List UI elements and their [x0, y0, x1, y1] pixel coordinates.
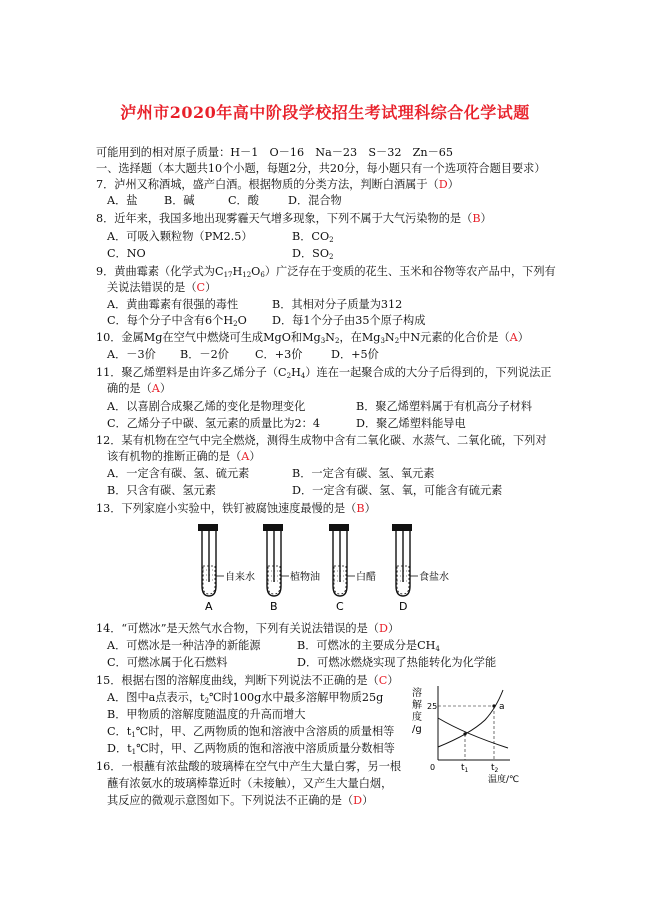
question-16-line3: 其反应的微观示意图如下。下列说法不正确的是（D）	[107, 794, 374, 807]
tube-a-letter: A	[205, 600, 213, 613]
q9-option-c: C．每个分子中含有6个$H_2O$	[107, 314, 247, 328]
q15-option-a: A．图中a点表示，$t_2℃$时100g水中最多溶解甲物质25g	[107, 691, 384, 705]
question-9-line2: 关说法错误的是（C）	[107, 281, 217, 294]
q8-option-d: D．$SO_2$	[292, 247, 334, 261]
tube-c-liquid: 白醋	[356, 572, 376, 583]
q10-answer: A	[509, 331, 518, 344]
tube-a-liquid: 自来水	[225, 572, 255, 583]
graph-xlabel: 温度/℃	[488, 775, 520, 785]
q8-close: ）	[480, 212, 492, 225]
graph-intersection	[463, 732, 466, 735]
question-7	[96, 177, 459, 192]
q13-answer: B	[356, 502, 365, 515]
graph-point-a-label: a	[499, 702, 505, 712]
q9-option-a: A．黄曲霉素有很强的毒性	[107, 298, 239, 311]
q10-option-a: A．－3价	[107, 348, 156, 361]
q7-option-a: A．盐	[107, 194, 138, 207]
tube-d-liquid: 食盐水	[419, 572, 449, 583]
q8-stem: 8．近年来，我国多地出现雾霾天气增多现象，下列不属于大气污染物的是（	[96, 212, 473, 225]
q8-option-b: B．$CO_2$	[292, 230, 334, 244]
question-12-line1: 12．某有机物在空气中完全燃烧，测得生成物中含有二氧化碳、水蒸气、二氧化硫，下列对	[96, 434, 547, 447]
graph-t1: $t_1$	[461, 763, 469, 774]
question-12-line2: 该有机物的推断正确的是（A）	[107, 450, 261, 463]
test-tube-c	[329, 524, 376, 613]
question-15: 15．根据右图的溶解度曲线，判断下列说法不正确的是（C）	[96, 674, 399, 687]
solubility-graph	[410, 682, 540, 792]
test-tube-b	[263, 524, 320, 613]
question-16-line2: 蘸有浓氨水的玻璃棒靠近时（未接触），又产生大量白烟，	[107, 777, 393, 790]
graph-t2: $t_2$	[491, 763, 499, 774]
q12-option-a: A．一定含有碳、氢、硫元素	[107, 467, 250, 480]
graph-origin: 0	[430, 763, 436, 772]
q12-option-d: D．一定含有碳、氢、氧，可能含有硫元素	[292, 484, 503, 497]
curve-yi	[438, 718, 508, 748]
page-title: 泸州市2020年高中阶段学校招生考试理科综合化学试题	[120, 103, 530, 122]
q9-option-b: B．其相对分子质量为312	[272, 298, 403, 311]
q11-option-c: C．乙烯分子中碳、氢元素的质量比为2：4	[107, 417, 320, 430]
q16-answer: D	[353, 794, 363, 807]
graph-point-a	[492, 704, 495, 707]
graph-y-value: 25	[427, 702, 438, 711]
q8-option-c: C．NO	[107, 247, 146, 260]
q14-option-d: D．可燃冰燃烧实现了热能转化为化学能	[297, 656, 497, 669]
atomic-masses: 可能用到的相对原子质量：H－1 O－16 Na－23 S－32 Zn－65	[96, 146, 454, 159]
q15-answer: C	[378, 674, 388, 687]
q11-option-d: D．聚乙烯塑料能导电	[356, 417, 466, 430]
q10-option-b: B．－2价	[180, 348, 229, 361]
q10-option-d: D．+5价	[331, 348, 379, 361]
q7-option-d: D．混合物	[288, 194, 342, 207]
test-tubes-figure	[0, 520, 650, 620]
q12-option-b: B．一定含有碳、氢、氧元素	[292, 467, 435, 480]
q14-option-a: A．可燃冰是一种洁净的新能源	[107, 639, 261, 652]
q8-option-a: A．可吸入颗粒物（PM2.5）	[107, 230, 253, 243]
q14-answer: D	[379, 622, 388, 635]
q9-answer: C	[196, 281, 206, 294]
question-16-line1: 16．一根蘸有浓盐酸的玻璃棒在空气中产生大量白雾，另一根	[96, 760, 402, 773]
q12-answer: A	[241, 450, 250, 463]
q11-answer: A	[151, 382, 160, 395]
q15-option-b: B．甲物质的溶解度随温度的升高而增大	[107, 708, 306, 721]
test-tube-d	[392, 524, 449, 613]
graph-ylabel-2: 解	[412, 700, 422, 711]
tube-b-liquid: 植物油	[290, 572, 320, 583]
section-heading: 一、选择题（本大题共10个小题，每题2分，共20分，每小题只有一个选项符合题目要求）	[96, 162, 546, 175]
q9-option-d: D．每1个分子由35个原子构成	[272, 314, 426, 327]
q14-option-c: C．可燃冰属于化石燃料	[107, 656, 228, 669]
question-9-line1: 9．黄曲霉素（化学式为$C_{17}H_{12}O_6$）广泛存在于变质的花生、玉米和谷物等农产品中，下列有	[96, 265, 556, 279]
question-13: 13．下列家庭小实验中，铁钉被腐蚀速度最慢的是（B）	[96, 502, 376, 515]
q7-close: ）	[447, 178, 459, 191]
q7-answer: D	[438, 178, 448, 191]
graph-ylabel-1: 溶	[412, 688, 422, 699]
q14-option-b: B．可燃冰的主要成分是$CH_4$	[297, 639, 440, 653]
tube-d-letter: D	[399, 600, 408, 613]
q11-option-a: A．以喜剧合成聚乙烯的变化是物理变化	[107, 400, 306, 413]
q8-answer: B	[472, 212, 481, 225]
q15-option-d: D．$t_1℃$时，甲、乙两物质的饱和溶液中溶质质量分数相等	[107, 742, 395, 756]
tube-c-letter: C	[336, 600, 344, 613]
question-11-line1: 11．聚乙烯塑料是由许多乙烯分子$(C_2H_4)$连在一起聚合成的大分子后得到的，下列说法正	[96, 366, 552, 380]
tube-b-letter: B	[270, 600, 278, 613]
q10-option-c: C．+3价	[255, 348, 303, 361]
graph-ylabel-3: 度	[412, 712, 422, 723]
test-tube-a	[198, 524, 255, 613]
q12-option-c: B．只含有碳、氢元素	[107, 484, 216, 497]
question-14: 14．“可燃冰”是天然气水合物，下列有关说法错误的是（D）	[96, 622, 400, 635]
q7-stem: 7．泸州又称酒城，盛产白酒。根据物质的分类方法，判断白酒属于（	[96, 178, 439, 191]
question-11-line2: 确的是（A）	[107, 382, 172, 395]
curve-jia	[438, 690, 503, 747]
q7-option-b: B．碱	[164, 194, 195, 207]
question-8	[96, 211, 492, 226]
question-10: 10．金属Mg在空气中燃烧可生成MgO和$Mg_3N_2$，在$Mg_3N_2$中N元素的化合价是（A）	[96, 331, 529, 345]
q11-option-b: B．聚乙烯塑料属于有机高分子材料	[356, 400, 533, 413]
graph-ylabel-4: /g	[412, 724, 422, 735]
q15-option-c: C．$t_1℃$时，甲、乙两物质的饱和溶液中含溶质的质量相等	[107, 725, 395, 739]
q7-option-c: C．酸	[228, 194, 259, 207]
